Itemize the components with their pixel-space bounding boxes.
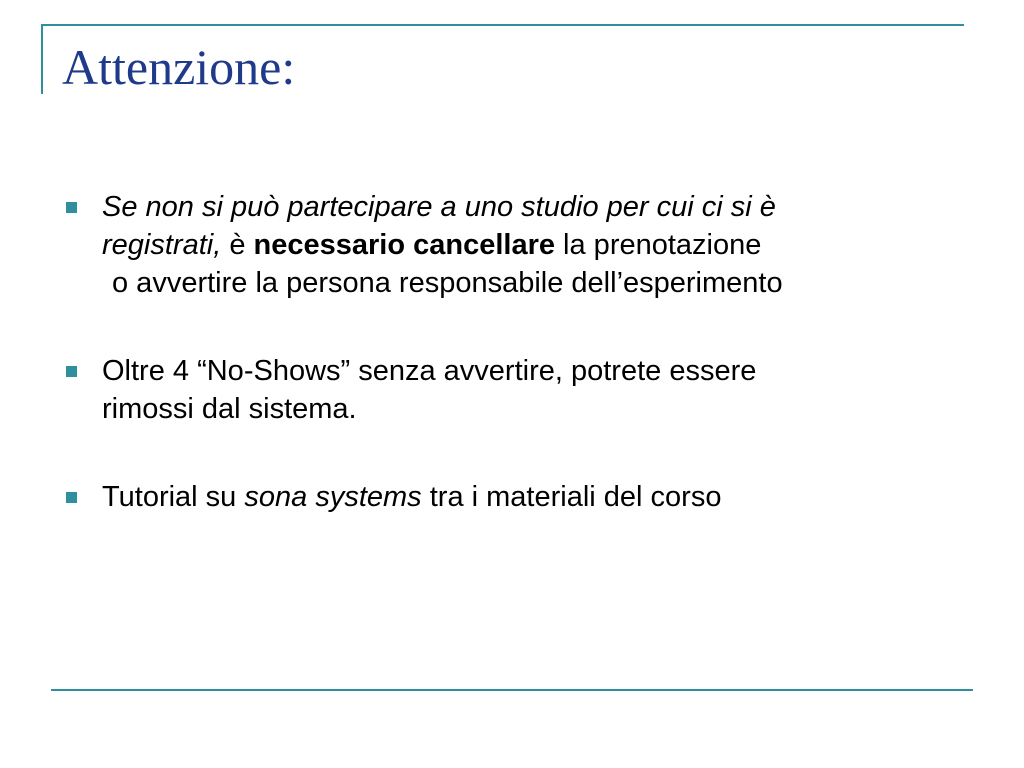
- bullet-1-bold-text: necessario cancellare: [253, 229, 555, 261]
- bullet-item-1: [62, 188, 962, 302]
- bullet-2-line-2: rimossi dal sistema.: [102, 393, 357, 425]
- title-frame-left-rule: [41, 24, 43, 94]
- slide-title: Attenzione:: [62, 39, 296, 95]
- square-bullet-icon: [66, 202, 77, 213]
- footer-rule: [51, 689, 973, 691]
- bullet-item-2: [62, 352, 962, 428]
- square-bullet-icon: [66, 366, 77, 377]
- square-bullet-icon: [66, 492, 77, 503]
- bullet-1-italic-text: Se non si può partecipare a uno studio per cui ci si è: [102, 191, 776, 223]
- bullet-3-text-a: Tutorial su: [102, 481, 245, 513]
- bullet-2-line-1: Oltre 4 “No-Shows” senza avvertire, potrete essere: [102, 355, 757, 387]
- bullet-1-italic-registrati: registrati,: [102, 229, 222, 261]
- bullet-1-text-e: è: [221, 229, 254, 261]
- bullet-3-text-b: tra i materiali del corso: [421, 481, 722, 513]
- bullet-1-text-prenotazione: la prenotazione: [555, 229, 762, 261]
- bullet-3-italic-text: sona systems: [244, 481, 422, 513]
- bullet-3-line-1: [102, 478, 962, 516]
- bullet-1-line-3: o avvertire la persona responsabile dell’esperimento: [112, 267, 783, 299]
- bullet-list: [62, 188, 962, 516]
- bullet-item-3: [62, 478, 962, 516]
- bullet-1-line-1: [102, 188, 962, 226]
- title-frame-top-rule: [41, 24, 964, 26]
- bullet-1-line-2: [102, 226, 962, 264]
